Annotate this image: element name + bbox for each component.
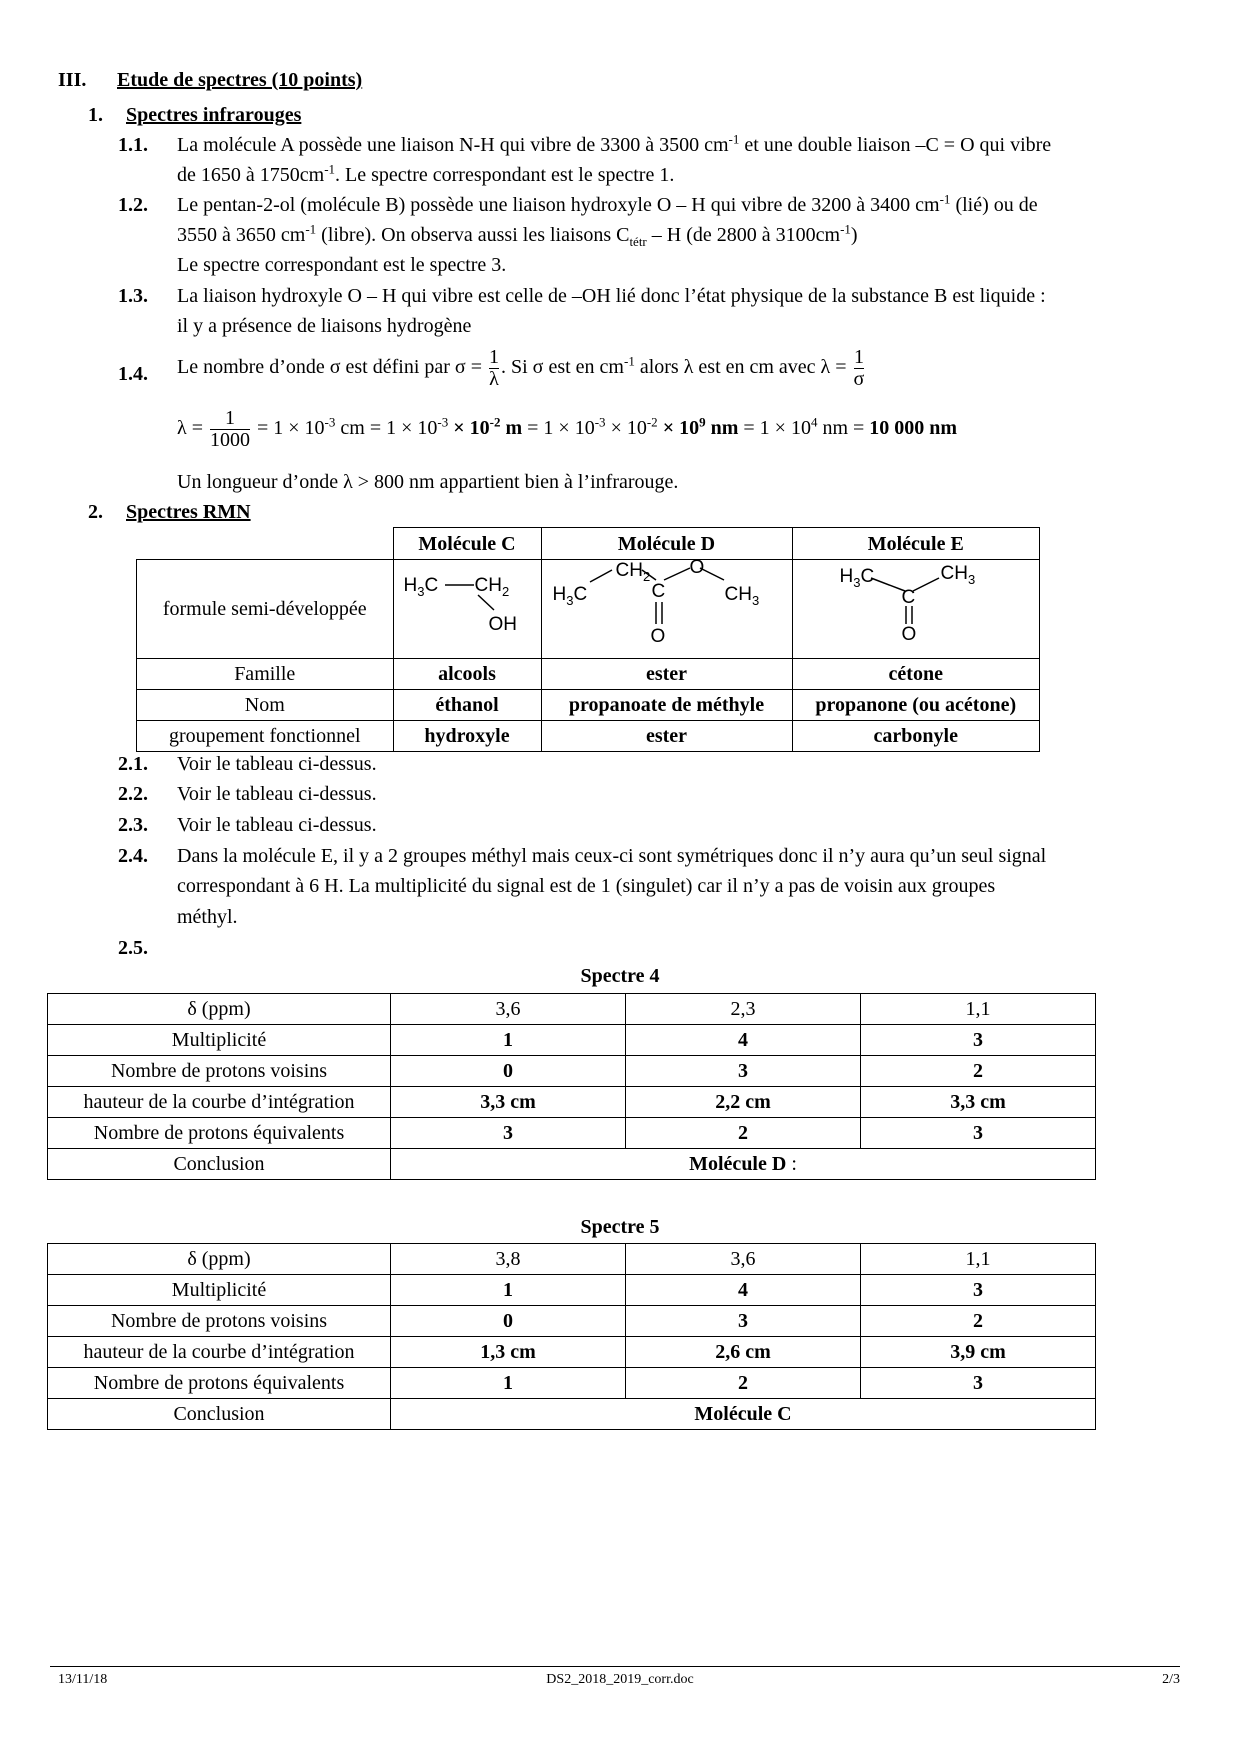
- table-row: Famille alcools ester cétone: [137, 659, 1040, 690]
- part1-number: 1.: [88, 104, 103, 126]
- fraction-one-over-1000: $\frac{1}{1000}$: [209, 407, 250, 451]
- q22-text: Voir le tableau ci-dessus.: [177, 783, 377, 805]
- molecule-table: [136, 527, 1040, 752]
- header-molecule-d: Molécule D: [541, 528, 792, 560]
- table-row: hauteur de la courbe d’intégration 1,3 cm 2,6 cm 3,9 cm: [48, 1337, 1096, 1368]
- section-title: Etude de spectres (10 points): [117, 69, 363, 91]
- header-molecule-c: Molécule C: [393, 528, 541, 560]
- formula-molecule-d: $H_3C$ $CH_2$ C O $CH_3$ O: [541, 560, 792, 659]
- table-row: hauteur de la courbe d’intégration 3,3 cm 2,2 cm 3,3 cm: [48, 1087, 1096, 1118]
- part1-title: Spectres infrarouges: [126, 104, 302, 126]
- q24-line1: Dans la molécule E, il y a 2 groupes méthyl mais ceux-ci sont symétriques donc il n’y aura qu’un seul signal: [177, 845, 1047, 867]
- q24-line3: méthyl.: [177, 906, 238, 928]
- part2-number: 2.: [88, 501, 103, 523]
- q23-text: Voir le tableau ci-dessus.: [177, 814, 377, 836]
- table-row: δ (ppm) 3,8 3,6 1,1: [48, 1244, 1096, 1275]
- table-row: Conclusion Molécule C: [48, 1399, 1096, 1430]
- table-row: Nombre de protons équivalents 3 2 3: [48, 1118, 1096, 1149]
- footer-page: 2/3: [1162, 1672, 1180, 1687]
- row-label-formula: formule semi-développée: [137, 560, 394, 659]
- q21-text: Voir le tableau ci-dessus.: [177, 753, 377, 775]
- table-row: Multiplicité 1 4 3: [48, 1025, 1096, 1056]
- table-row: Nombre de protons voisins 0 3 2: [48, 1056, 1096, 1087]
- q23-number: 2.3.: [118, 814, 148, 836]
- q24-number: 2.4.: [118, 845, 148, 867]
- q14-line1: Le nombre d’onde σ est défini par σ = $\frac{1}{\lambda}$ . Si σ est en $cm^{-1}$ alors λ est en cm avec λ = $\frac{1}{\sigma}$: [177, 346, 865, 390]
- q11-line2: de 1650 à $1750cm^{-1}$. Le spectre correspondant est le spectre 1.: [177, 161, 675, 186]
- q12-number: 1.2.: [118, 194, 148, 216]
- q13-line1: La liaison hydroxyle O – H qui vibre est celle de –OH lié donc l’état physique de la substance B est liquide :: [177, 285, 1046, 307]
- q14-number: 1.4.: [118, 363, 148, 385]
- q25-number: 2.5.: [118, 937, 148, 959]
- formula-molecule-c: $H_3C$ $CH_2$ OH: [393, 560, 541, 659]
- spectre5-title: Spectre 5: [580, 1216, 660, 1238]
- spectre4-conclusion: Molécule D :: [391, 1149, 1096, 1180]
- q24-line2: correspondant à 6 H. La multiplicité du signal est de 1 (singulet) car il n’y a pas de voisin aux groupes: [177, 875, 996, 897]
- header-molecule-e: Molécule E: [792, 528, 1040, 560]
- table-row: Nombre de protons voisins 0 3 2: [48, 1306, 1096, 1337]
- footer-filename: DS2_2018_2019_corr.doc: [546, 1672, 694, 1687]
- footer-divider: [50, 1666, 1180, 1667]
- table-row: δ (ppm) 3,6 2,3 1,1: [48, 994, 1096, 1025]
- formula-molecule-e: $H_3C$ $CH_3$ C O: [792, 560, 1040, 659]
- table-row: groupement fonctionnel hydroxyle ester carbonyle: [137, 721, 1040, 752]
- fraction-one-over-lambda: $\frac{1}{\lambda}$: [488, 346, 499, 390]
- spectre4-title: Spectre 4: [580, 965, 660, 987]
- spectre4-table: [47, 993, 1096, 1180]
- footer-date: 13/11/18: [58, 1672, 108, 1687]
- q12-line3: Le spectre correspondant est le spectre 3.: [177, 254, 507, 276]
- q21-number: 2.1.: [118, 753, 148, 775]
- table-row: Nombre de protons équivalents 1 2 3: [48, 1368, 1096, 1399]
- q12-line1: Le pentan-2-ol (molécule B) possède une liaison hydroxyle O – H qui vibre de 3200 à 3400 $cm^{-1}$ (lié) ou de: [177, 191, 1038, 216]
- table-row: Multiplicité 1 4 3: [48, 1275, 1096, 1306]
- propanone-structure: [793, 560, 1043, 659]
- q22-number: 2.2.: [118, 783, 148, 805]
- q11-line1: La molécule A possède une liaison N-H qui vibre de 3300 à 3500 $cm^{-1}$ et une double liaison –C = O qui vibre: [177, 131, 1052, 156]
- methyl-propanoate-structure: [542, 560, 792, 659]
- table-row: Nom éthanol propanoate de méthyle propanone (ou acétone): [137, 690, 1040, 721]
- spectre5-conclusion: Molécule C: [391, 1399, 1096, 1430]
- q13-number: 1.3.: [118, 285, 148, 307]
- fraction-one-over-sigma: $\frac{1}{\sigma}$: [853, 346, 865, 390]
- q11-number: 1.1.: [118, 134, 148, 156]
- q14-line2: λ = $\frac{1}{1000}$ = $1 \times 10^{-3}$ cm = $1 \times 10^{-3} \times 10^{-2}$ $m = 1 \times 10^{-3} \times 10^{-2} \times 10^9$ nm = $1 \times 10^4$ nm = 10 000 nm: [177, 407, 958, 451]
- part2-title: Spectres RMN: [126, 501, 251, 523]
- q13-line2: il y a présence de liaisons hydrogène: [177, 315, 472, 337]
- section-number: III.: [58, 69, 87, 91]
- spectre5-table: [47, 1243, 1096, 1430]
- table-row: Conclusion Molécule D :: [48, 1149, 1096, 1180]
- q12-line2: 3550 à 3650 $cm^{-1}$ (libre). On observa aussi les liaisons $C_{tétr}$ – H (de 2800 à $3100cm^{-1}$): [177, 221, 858, 249]
- q14-line3: Un longueur d’onde λ > 800 nm appartient bien à l’infrarouge.: [177, 471, 679, 493]
